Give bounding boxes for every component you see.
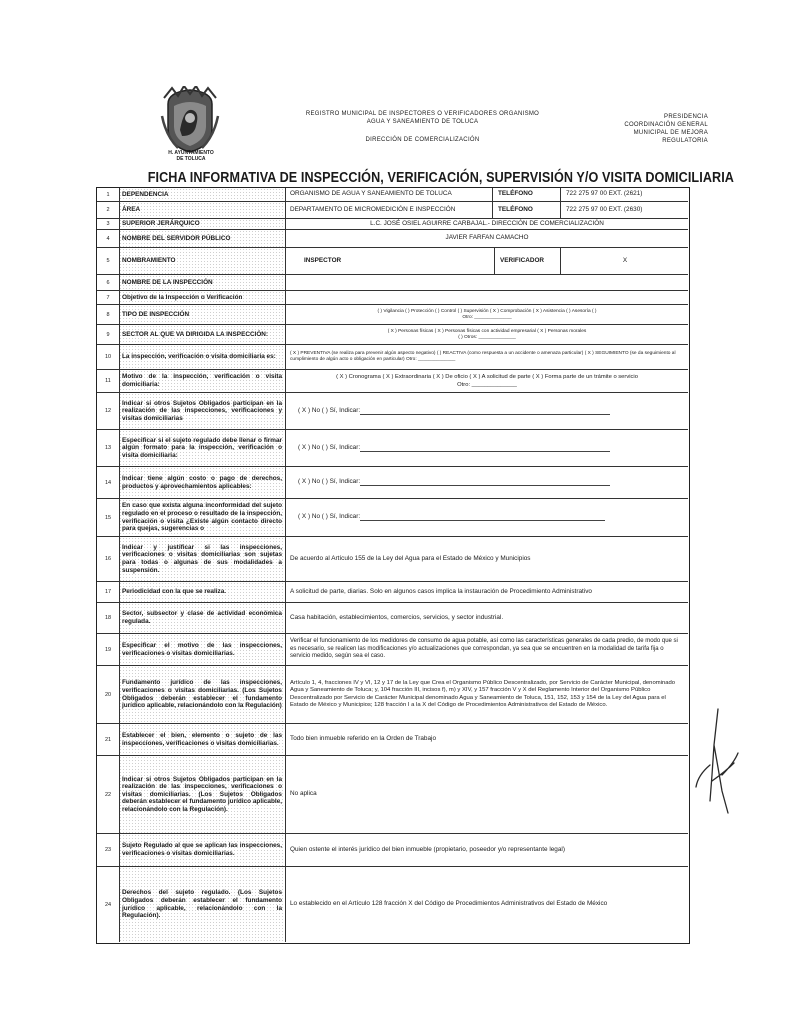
form-row-13 <box>97 430 688 467</box>
row-label: SECTOR AL QUE VA DIRIGIDA LA INSPECCIÓN: <box>119 325 286 344</box>
row-number: 17 <box>97 582 120 602</box>
row-label: Periodicidad con la que se realiza. <box>119 582 286 602</box>
row-value: Artículo 1, 4, fracciones IV y VI, 12 y 17 de la Ley que Crea el Organismo Público Descentralizado, por Servicio de Carácter Municipal, denominado Agua y Saneamiento de Toluca; y, 104 fracción III, incisos f), m) y XIV, y 157 fracción V y X del Reglamento Interior del Organismo Público Descentralizado por Servicio de Carácter Municipal denominado Agua y Saneamiento de Toluca, 151, 152, 153 y 154 de la Ley del Agua para el Estado de México y Municipios; 128 fracción I a la X del Código de Procedimientos Administrativos del Estado de México. <box>290 679 676 708</box>
reason-options: ( X ) Cronograma ( X ) Extraordinaria ( X ) De oficio ( X ) A solicitud de parte ( X ) Forma parte de un trámite o servicio <box>336 373 638 380</box>
row-number: 2 <box>97 202 120 218</box>
handwritten-signature <box>688 705 748 815</box>
row-value: A solicitud de parte, diarias. Solo en algunos casos implica la instauración de Procedimiento Administrativo <box>290 587 592 595</box>
phone-label: TELÉFONO <box>498 205 533 213</box>
coat-of-arms-logo <box>160 86 220 156</box>
row-value <box>286 370 688 392</box>
form-row-15 <box>97 499 688 537</box>
row-value: Todo bien inmueble referido en la Orden de Trabajo <box>290 735 437 743</box>
form-row-19 <box>97 634 688 666</box>
row-value <box>286 499 688 536</box>
row-label: Motivo de la inspección, verificación o visita domiciliaria: <box>119 370 286 392</box>
inspection-form-table <box>96 187 690 944</box>
header-regulatory: REGULATORIA <box>662 138 708 144</box>
inspection-type-other: Otro: ______________ <box>462 314 512 320</box>
phone-value: 722 275 97 00 EXT. (2621) <box>566 190 643 198</box>
form-row-16 <box>97 537 688 582</box>
form-row-17 <box>97 582 688 603</box>
row-number: 9 <box>97 325 120 344</box>
verifier-label: VERIFICADOR <box>500 256 545 264</box>
form-row-6 <box>97 275 688 291</box>
header-right <box>580 113 708 145</box>
row-label: Sujeto Regulado al que se aplican las inspecciones, verificaciones o visitas domiciliarias. <box>119 834 286 866</box>
header-municipal: MUNICIPAL DE MEJORA <box>633 130 708 136</box>
row-label: Especificar si el sujeto regulado debe llenar o firmar algún formato para la inspección, verificación o visita domiciliaria: <box>119 430 286 466</box>
row-label: ÁREA <box>119 202 286 218</box>
row-label: Fundamento jurídico de las inspecciones, verificaciones o visitas domiciliarias. (Los Sujetos Obligados deberán establecer el fundamento jurídico aplicable, relacionándolo con la Regulación) <box>119 666 286 723</box>
row-value <box>286 305 688 324</box>
form-row-22 <box>97 756 688 834</box>
header-coordination: COORDINACIÓN GENERAL <box>624 122 708 128</box>
row-value: DEPARTAMENTO DE MICROMEDICIÓN E INSPECCIÓN <box>290 205 456 213</box>
form-row-7 <box>97 291 688 305</box>
row-number: 8 <box>97 305 120 324</box>
row-number: 21 <box>97 724 120 755</box>
yes-no-answer: ( X ) No ( ) Sí, Indicar: <box>298 443 361 451</box>
row-label: SUPERIOR JERÁRQUICO <box>119 219 286 229</box>
row-label: Sector, subsector y clase de actividad económica regulada. <box>119 603 286 633</box>
verifier-mark: X <box>622 256 628 264</box>
row-number: 11 <box>97 370 120 392</box>
row-label: Indicar tiene algún costo o pago de derechos, productos y aprovechamientos aplicables: <box>119 467 286 498</box>
row-number: 1 <box>97 188 120 201</box>
row-value: De acuerdo al Artículo 155 de la Ley del Agua para el Estado de México y Municipios <box>290 554 531 562</box>
sector-options: ( X ) Personas físicas ( X ) Personas físicas con actividad empresarial ( X ) Personas morales <box>387 328 587 334</box>
row-label: NOMBRAMIENTO <box>119 248 286 274</box>
row-value: ORGANISMO DE AGUA Y SANEAMIENTO DE TOLUCA <box>290 190 452 198</box>
row-label: TIPO DE INSPECCIÓN <box>119 305 286 324</box>
row-label: La inspección, verificación o visita domiciliaria es: <box>119 345 286 369</box>
row-value: JAVIER FARFAN CAMACHO <box>445 234 529 242</box>
form-row-21 <box>97 724 688 756</box>
row-label: En caso que exista alguna inconformidad del sujeto regulado en el proceso o resultado de la inspección, verificación o visita ¿Existe algún contacto directo para quejas, sugerencias o <box>119 499 286 536</box>
row-number: 18 <box>97 603 120 633</box>
form-row-3 <box>97 219 688 230</box>
row-number: 23 <box>97 834 120 866</box>
row-value <box>286 467 688 498</box>
row-label: Indicar y justificar si las inspecciones, verificaciones o visitas domiciliarias son sujetas para todas o algunas de sus modalidades a suspensión. <box>119 537 286 581</box>
row-value: No aplica <box>290 790 317 798</box>
row-number: 13 <box>97 430 120 466</box>
row-label: Especificar el motivo de las inspecciones, verificaciones o visitas domiciliarias. <box>119 634 286 665</box>
header-registry-line: REGISTRO MUNICIPAL DE INSPECTORES O VERIFICADORES ORGANISMO <box>305 111 540 117</box>
row-number: 19 <box>97 634 120 665</box>
form-row-24 <box>97 867 688 942</box>
row-value <box>286 275 688 290</box>
row-number: 15 <box>97 499 120 536</box>
inspection-type-options: ( ) Vigilancia ( ) Protección ( ) Control ( ) Supervisión ( X ) Comprobación ( X ) Asistencia ( ) Asesoría ( ) <box>377 308 597 314</box>
row-number: 24 <box>97 867 120 942</box>
row-label: Indicar si otros Sujetos Obligados participan en la realización de las inspecciones, verificaciones o visitas domiciliarias. (Los Sujetos Obligados deberán establecer el fundamento jurídico aplicable, relacionándolo con la Regulación). <box>119 756 286 833</box>
form-row-2 <box>97 202 688 219</box>
row-value <box>286 430 688 466</box>
form-row-20 <box>97 666 688 724</box>
row-value: Casa habitación, establecimientos, comercios, servicios, y sector industrial. <box>290 613 504 621</box>
row-value: Quien ostente el interés jurídico del bien inmueble (propietario, poseedor y/o representante legal) <box>290 845 565 853</box>
form-row-11 <box>97 370 688 393</box>
row-number: 10 <box>97 345 120 369</box>
row-value: Lo establecido en el Artículo 128 fracción X del Código de Procedimientos Administrativos del Estado de México <box>290 900 608 908</box>
row-label: Indicar si otros Sujetos Obligados participan en la realización de las inspecciones, verificaciones y visitas domiciliarias <box>119 393 286 429</box>
form-row-12 <box>97 393 688 430</box>
form-row-23 <box>97 834 688 867</box>
row-label: DEPENDENCIA <box>119 188 286 201</box>
yes-no-answer: ( X ) No ( ) Sí, Indicar: <box>298 513 361 521</box>
header-direction-line: DIRECCIÓN DE COMERCIALIZACIÓN <box>365 137 480 143</box>
row-value <box>286 325 688 344</box>
header-center <box>285 110 560 144</box>
row-value <box>286 291 688 304</box>
row-number: 7 <box>97 291 120 304</box>
row-number: 12 <box>97 393 120 429</box>
header-org-line: AGUA Y SANEAMIENTO DE TOLUCA <box>366 119 479 125</box>
yes-no-answer: ( X ) No ( ) Sí, Indicar: <box>298 406 361 414</box>
row-value <box>286 393 688 429</box>
row-number: 4 <box>97 230 120 247</box>
row-number: 5 <box>97 248 120 274</box>
header-presidency: PRESIDENCIA <box>664 114 708 120</box>
form-title: FICHA INFORMATIVA DE INSPECCIÓN, VERIFICACIÓN, SUPERVISIÓN Y/O VISITA DOMICILIARIA <box>147 170 734 186</box>
row-number: 3 <box>97 219 120 229</box>
row-label: NOMBRE DEL SERVIDOR PÚBLICO <box>119 230 286 247</box>
form-row-8 <box>97 305 688 325</box>
phone-value: 722 275 97 00 EXT. (2630) <box>566 205 643 213</box>
row-value: Verificar el funcionamiento de los medidores de consumo de agua potable, así como las características generales de cada predio, de modo que si es necesario, se realicen las modificaciones y/o actualizaciones que correspondan, ya sea que se encuentren en la modalidad de tarifa fija o servicio medido, según sea el caso. <box>290 638 678 660</box>
row-label: Establecer el bien, elemento o sujeto de las inspecciones, verificaciones o visitas domiciliarias. <box>119 724 286 755</box>
form-row-5 <box>97 248 688 275</box>
appointment-value: INSPECTOR <box>304 256 342 264</box>
yes-no-answer: ( X ) No ( ) Sí, Indicar: <box>298 478 361 486</box>
form-row-10 <box>97 345 688 370</box>
row-label: Derechos del sujeto regulado. (Los Sujetos Obligados deberán establecer el fundamento jurídico aplicable, relacionándolo con la Regulación). <box>119 867 286 942</box>
phone-label: TELÉFONO <box>498 190 533 198</box>
form-row-14 <box>97 467 688 499</box>
row-number: 6 <box>97 275 120 290</box>
row-value: L.C. JOSÉ OSIEL AGUIRRE CARBAJAL.- DIRECCIÓN DE COMERCIALIZACIÓN <box>370 219 604 227</box>
row-number: 14 <box>97 467 120 498</box>
row-label: Objetivo de la Inspección o Verificación <box>119 291 286 304</box>
sector-other: ( ) Otros: ______________ <box>458 334 516 340</box>
row-number: 16 <box>97 537 120 581</box>
form-row-1 <box>97 188 688 202</box>
row-number: 20 <box>97 666 120 723</box>
row-value: ( X ) PREVENTIVA (se realiza para prevenir algún aspecto negativo) ( ) REACTIVA (como respuesta a un accidente o amenaza particular) ( X ) SEGUIMIENTO (se da seguimiento al cumplimiento de algún acto o obligación en particular) Otro: ______________ <box>290 351 676 362</box>
form-row-18 <box>97 603 688 634</box>
logo-caption: H. AYUNTAMIENTO DE TOLUCA <box>168 150 214 162</box>
reason-other: Otro: ______________ <box>457 382 517 388</box>
form-row-4 <box>97 230 688 248</box>
row-label: NOMBRE DE LA INSPECCIÓN <box>119 275 286 290</box>
row-number: 22 <box>97 756 120 833</box>
form-row-9 <box>97 325 688 345</box>
